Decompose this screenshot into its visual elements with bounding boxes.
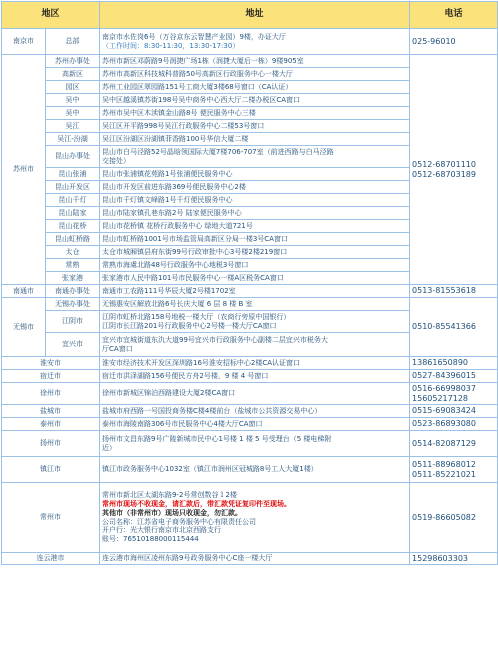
table-row <box>2 457 498 483</box>
table-row <box>2 370 498 383</box>
address-line: 苏州市新区邓蔚路9号润捷广场1栋（润捷大厦后一栋）9楼905室 <box>102 56 304 65</box>
address-line: 徐州市新城区锦泊西路建设大厦2楼CA窗口 <box>102 389 236 398</box>
subregion-cell: 昆山张浦 <box>46 168 100 181</box>
table-header-row <box>2 2 498 29</box>
region-cell: 南京市 <box>2 29 46 55</box>
phone-cell: 0513-81553618 <box>410 285 498 298</box>
region-cell: 徐州市 <box>2 383 100 405</box>
phone-number: 0511-88968012 <box>412 459 476 469</box>
changzhou-line6: 账号：76510188000115444 <box>102 535 199 543</box>
address-cell <box>100 181 410 194</box>
phone-cell: 0519-86605082 <box>410 483 498 553</box>
subregion-cell: 常熟 <box>46 259 100 272</box>
subregion-cell: 太仓 <box>46 246 100 259</box>
region-cell: 宿迁市 <box>2 370 100 383</box>
region-cell: 泰州市 <box>2 418 100 431</box>
subregion-cell: 昆山陆家 <box>46 207 100 220</box>
table-row <box>2 553 498 565</box>
subregion-cell: 吴江-汾湖 <box>46 133 100 146</box>
address-cell <box>100 483 410 553</box>
phone-number: 0516-66998037 <box>412 383 476 393</box>
address-line: 盐城市府西路一号国投商务楼C楼4楼前台（盐城市公共资源交易中心） <box>102 406 322 415</box>
phone-cell: 0514-82087129 <box>410 431 498 457</box>
address-cell <box>100 220 410 233</box>
subregion-cell: 江阴市 <box>46 311 100 333</box>
address-line: 宿迁市洪泽湖路156号便民方舟2号楼，9 楼 4 号窗口 <box>102 371 269 380</box>
phone-cell: 025-96010 <box>410 29 498 55</box>
region-cell: 无锡市 <box>2 298 46 357</box>
address-cell <box>100 418 410 431</box>
subregion-cell: 昆山千灯 <box>46 194 100 207</box>
address-line: 宜兴市宜城街道东氿大道99号宜兴市行政服务中心副楼二层宜兴市税务大 <box>102 335 328 344</box>
subregion-cell: 吴江 <box>46 120 100 133</box>
region-cell: 镇江市 <box>2 457 100 483</box>
table-row <box>2 298 498 311</box>
address-line: 江阴市虹桥北路158号地税一楼大厅（农商行旁原中国银行） <box>102 312 291 321</box>
address-line: 镇江市政务服务中心1032室（镇江市润州区冠城路8号工人大厦1楼） <box>102 465 318 474</box>
address-line: 交接处） <box>102 156 131 165</box>
service-address-table <box>1 1 498 565</box>
phone-cell: 0527-84396015 <box>410 370 498 383</box>
address-line: 扬州市文昌东路9号广陵新城市民中心1号楼 1 楼 5 号受理台（5 楼电梯附 <box>102 434 332 443</box>
region-cell: 常州市 <box>2 483 100 553</box>
address-cell <box>100 431 410 457</box>
region-cell: 扬州市 <box>2 431 100 457</box>
address-line: 太仓市城厢镇县府东街99号行政审批中心3号楼2楼219窗口 <box>102 247 288 256</box>
address-cell <box>100 553 410 565</box>
address-cell <box>100 207 410 220</box>
table-row <box>2 483 498 553</box>
changzhou-line4: 公司名称：江苏省电子商务服务中心有限责任公司 <box>102 517 257 526</box>
address-cell <box>100 133 410 146</box>
address-line: 苏州市高新区科技城科普路50号高新区行政服务中心一楼大厅 <box>102 69 293 78</box>
subregion-cell: 昆山开发区 <box>46 181 100 194</box>
changzhou-line1: 常州市新北区太湖东路9-2号常创数谷１2楼 <box>102 491 237 500</box>
subregion-cell: 总部 <box>46 29 100 55</box>
subregion-cell: 张家港 <box>46 272 100 285</box>
address-line: 昆山市千灯镇文峰路1号千灯便民服务中心 <box>102 195 233 204</box>
subregion-cell: 苏州办事处 <box>46 55 100 68</box>
address-line: 昆山市白马泾路52号晶晗领国际大厦7楼706-707室（前进西路与白马泾路 <box>102 147 334 156</box>
address-cell <box>100 94 410 107</box>
address-cell <box>100 29 410 55</box>
address-cell <box>100 81 410 94</box>
table-row <box>2 29 498 55</box>
changzhou-line3: 其他市（非常州市）现场只收现金，勿汇款。 <box>102 508 243 517</box>
address-cell <box>100 120 410 133</box>
table-row <box>2 357 498 370</box>
phone-number: 0512-68701110 <box>412 159 476 169</box>
region-cell: 淮安市 <box>2 357 100 370</box>
address-cell <box>100 233 410 246</box>
address-line: 南京市水佐岗6号（万谷京东云智慧产业园）9楼，办证大厅 <box>102 32 286 41</box>
table-row <box>2 418 498 431</box>
region-cell: 盐城市 <box>2 405 100 418</box>
phone-cell: 15298603303 <box>410 553 498 565</box>
address-line: 吴江区开平路998号吴江行政服务中心二楼53号窗口 <box>102 121 265 130</box>
region-cell: 南通市 <box>2 285 46 298</box>
address-cell <box>100 146 410 168</box>
address-cell <box>100 194 410 207</box>
phone-number: 15605217128 <box>412 393 469 403</box>
address-cell <box>100 357 410 370</box>
address-line: 昆山市花桥镇 花桥行政服务中心 绿地大道721号 <box>102 221 253 230</box>
address-cell <box>100 55 410 68</box>
subregion-cell: 昆山花桥 <box>46 220 100 233</box>
address-line: 近） <box>102 443 117 452</box>
header-address: 地址 <box>100 2 410 29</box>
address-cell <box>100 168 410 181</box>
subregion-cell: 无锡办事处 <box>46 298 100 311</box>
table-row <box>2 285 498 298</box>
phone-cell: 0523-86893080 <box>410 418 498 431</box>
table-row <box>2 405 498 418</box>
address-line: 淮安市经济技术开发区深圳路16号淮安招标中心2楼CA认证窗口 <box>102 358 301 367</box>
subregion-cell: 昆山虹桥路 <box>46 233 100 246</box>
address-line: 苏州市吴中区木渎镇金山路8号 便民服务中心三楼 <box>102 108 256 117</box>
address-cell <box>100 370 410 383</box>
subregion-cell: 吴中 <box>46 94 100 107</box>
address-line: 江阴市长江路201号行政服务中心2号楼一楼大厅CA窗口 <box>102 321 277 330</box>
phone-number: 0512-68703189 <box>412 169 476 179</box>
subregion-cell: 南通办事处 <box>46 285 100 298</box>
address-cell <box>100 457 410 483</box>
phone-cell <box>410 457 498 483</box>
address-line: 无锡惠安区解放北路6号长庆大厦 6 层 8 楼 B 室 <box>102 299 253 308</box>
table-row <box>2 431 498 457</box>
table-row <box>2 383 498 405</box>
subregion-cell: 园区 <box>46 81 100 94</box>
address-cell <box>100 68 410 81</box>
address-line: 苏州工业园区翠园路151号工商大厦3楼68号窗口（CA认证） <box>102 82 293 91</box>
changzhou-line5: 开户行：光大银行南京市北京西路支行 <box>102 526 222 535</box>
phone-cell <box>410 383 498 405</box>
address-cell <box>100 311 410 333</box>
address-cell <box>100 285 410 298</box>
subregion-cell: 高新区 <box>46 68 100 81</box>
subregion-cell: 宜兴市 <box>46 333 100 357</box>
changzhou-line2: 常州市现场不收现金，请汇款后，带汇款凭证复印件至现场。 <box>102 500 292 508</box>
address-cell <box>100 246 410 259</box>
address-line: 泰州市海陵南路306号市民服务中心4楼大厅CA窗口 <box>102 419 263 428</box>
subregion-cell: 昆山办事处 <box>46 146 100 168</box>
address-cell <box>100 333 410 357</box>
address-line: 昆山市开发区前进东路369号便民服务中心2楼 <box>102 182 246 191</box>
region-cell: 苏州市 <box>2 55 46 285</box>
address-line: （工作时间：8:30-11:30，13:30-17:30） <box>102 41 240 50</box>
address-line: 昆山市张浦镇花苑路1号张浦便民服务中心 <box>102 169 233 178</box>
phone-number: 0511-85221021 <box>412 469 476 479</box>
address-line: 厅CA窗口 <box>102 344 133 353</box>
header-region: 地区 <box>2 2 100 29</box>
header-phone: 电话 <box>410 2 498 29</box>
table-row <box>2 55 498 68</box>
address-line: 常熟市海虞北路48号行政服务中心地税3号窗口 <box>102 260 249 269</box>
address-line: 连云港市海州区凌州东路9号政务服务中心C座一楼大厅 <box>102 554 273 563</box>
region-cell: 连云港市 <box>2 553 100 565</box>
phone-number: 0510-85541366 <box>412 322 476 331</box>
subregion-cell: 吴中 <box>46 107 100 120</box>
address-line: 吴中区越溪镇苏街198号吴中商务中心西大厅二楼办税区CA窗口 <box>102 95 301 104</box>
address-cell <box>100 298 410 311</box>
phone-cell: 13861650890 <box>410 357 498 370</box>
address-line: 张家港市人民中路101号市民服务中心一楼A区税务CA窗口 <box>102 273 284 282</box>
address-cell <box>100 107 410 120</box>
phone-cell <box>410 298 498 357</box>
phone-cell: 0515-69083424 <box>410 405 498 418</box>
address-cell <box>100 383 410 405</box>
address-cell <box>100 405 410 418</box>
address-line: 南通市工农路111号华辰大厦2号楼1702室 <box>102 286 236 295</box>
address-cell <box>100 272 410 285</box>
phone-cell <box>410 55 498 285</box>
address-line: 昆山市虹桥路1001号市场监管局高新区分局一楼3号CA窗口 <box>102 234 288 243</box>
address-line: 昆山市陆家镇孔巷东路2号 陆家便民服务中心 <box>102 208 242 217</box>
address-line: 吴江区汾湖区汾湖镇菲香路100号华信大厦二楼 <box>102 134 249 143</box>
address-cell <box>100 259 410 272</box>
